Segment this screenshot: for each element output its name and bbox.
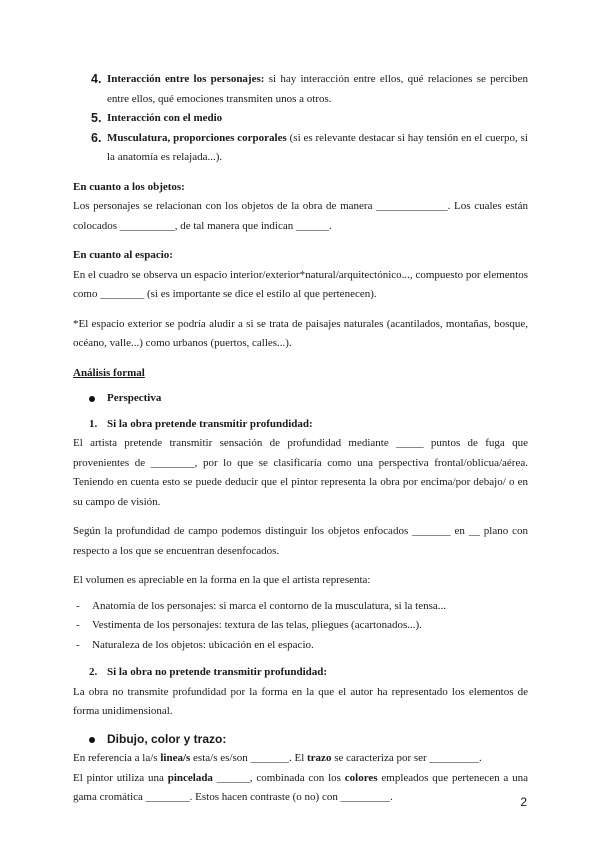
list-item-6 bbox=[73, 129, 528, 168]
subheading-number: 1. bbox=[89, 417, 98, 430]
perspectiva-label: Perspectiva bbox=[107, 392, 162, 404]
perspectiva-bullet bbox=[73, 389, 528, 409]
analisis-formal-heading: Análisis formal bbox=[73, 366, 145, 379]
dash-item: - Anatomía de los personajes: si marca el contorno de la musculatura, si la tensa... bbox=[76, 599, 447, 612]
bullet-icon bbox=[89, 396, 95, 402]
list-item-text: (si es relevante destacar si hay tensión en el cuerpo, si la anatomía es relajada...). bbox=[107, 131, 528, 163]
list-item-title: Musculatura, proporciones corporales bbox=[107, 131, 287, 144]
espacio-note: *El espacio exterior se podría aludir a si se trata de paisajes naturales (acantilados, montañas, bosque, océano, valle...) como urbanos (puertos, calles...). bbox=[73, 317, 528, 349]
subheading-number: 2. bbox=[89, 666, 98, 678]
dibujo-bullet bbox=[73, 730, 528, 750]
no-profundidad-paragraph: La obra no transmite profundidad por la forma en la que el autor ha representado los elementos de forma unidimensional. bbox=[73, 685, 528, 717]
profundidad-paragraph: El artista pretende transmitir sensación de profundidad mediante _____ puntos de fuga que provenientes de ________, por lo que se clasificaría como una perspectiva frontal/oblicua/aérea. Teniendo en cuenta esto se puede deducir que el pintor representa la obra por encima/por debajo/ o en su campo de visión. bbox=[73, 437, 528, 508]
subheading-title: Si la obra no pretende transmitir profundidad: bbox=[107, 666, 328, 678]
document-page bbox=[73, 70, 528, 808]
objetos-paragraph: Los personajes se relacionan con los objetos de la obra de manera _____________. Los cuales están colocados __________, de tal manera que indican ______. bbox=[73, 200, 528, 232]
subheading-profundidad bbox=[73, 415, 528, 435]
subheading-no-profundidad bbox=[73, 663, 528, 683]
page-number: 2 bbox=[520, 795, 527, 809]
dibujo-label: Dibujo, color y trazo: bbox=[107, 731, 227, 746]
dash-item: - Naturaleza de los objetos: ubicación en el espacio. bbox=[76, 638, 314, 651]
list-item-title: Interacción entre los personajes: bbox=[107, 73, 265, 85]
list-item-text: si hay interacción entre ellos, qué relaciones se perciben entre ellos, qué emociones transmiten unos a otros. bbox=[107, 73, 528, 105]
list-number: 4. bbox=[91, 72, 102, 86]
list-number: 5. bbox=[91, 111, 102, 125]
list-item-title: Interacción con el medio bbox=[107, 112, 223, 124]
espacio-paragraph: En el cuadro se observa un espacio interior/exterior*natural/arquitectónico..., compuesto por elementos como ________ (si es importante se dice el estilo al que pertenecen). bbox=[73, 268, 528, 300]
campo-paragraph: Según la profundidad de campo podemos distinguir los objetos enfocados _______ en __ plano con respecto a los que se encuentran desenfocados. bbox=[73, 525, 528, 557]
dash-item: - Vestimenta de los personajes: textura de las telas, pliegues (acartonados...). bbox=[76, 619, 422, 631]
linea-paragraph: En referencia a la/s linea/s esta/s es/son _______. El trazo se caracteriza por ser _________. bbox=[73, 752, 482, 764]
list-number: 6. bbox=[91, 130, 102, 145]
espacio-heading: En cuanto al espacio: bbox=[73, 249, 173, 261]
volumen-paragraph: El volumen es apreciable en la forma en la que el artista representa: bbox=[73, 574, 371, 586]
list-item-5 bbox=[73, 109, 528, 129]
list-item-4 bbox=[73, 70, 528, 109]
subheading-title: Si la obra pretende transmitir profundidad: bbox=[107, 417, 313, 430]
bullet-icon bbox=[89, 737, 95, 743]
objetos-heading: En cuanto a los objetos: bbox=[73, 180, 185, 193]
pincelada-paragraph: El pintor utiliza una pincelada ______, combinada con los colores empleados que pertenecen a una gama cromática ________. Estos hacen contraste (o no) con _________. bbox=[73, 771, 528, 803]
